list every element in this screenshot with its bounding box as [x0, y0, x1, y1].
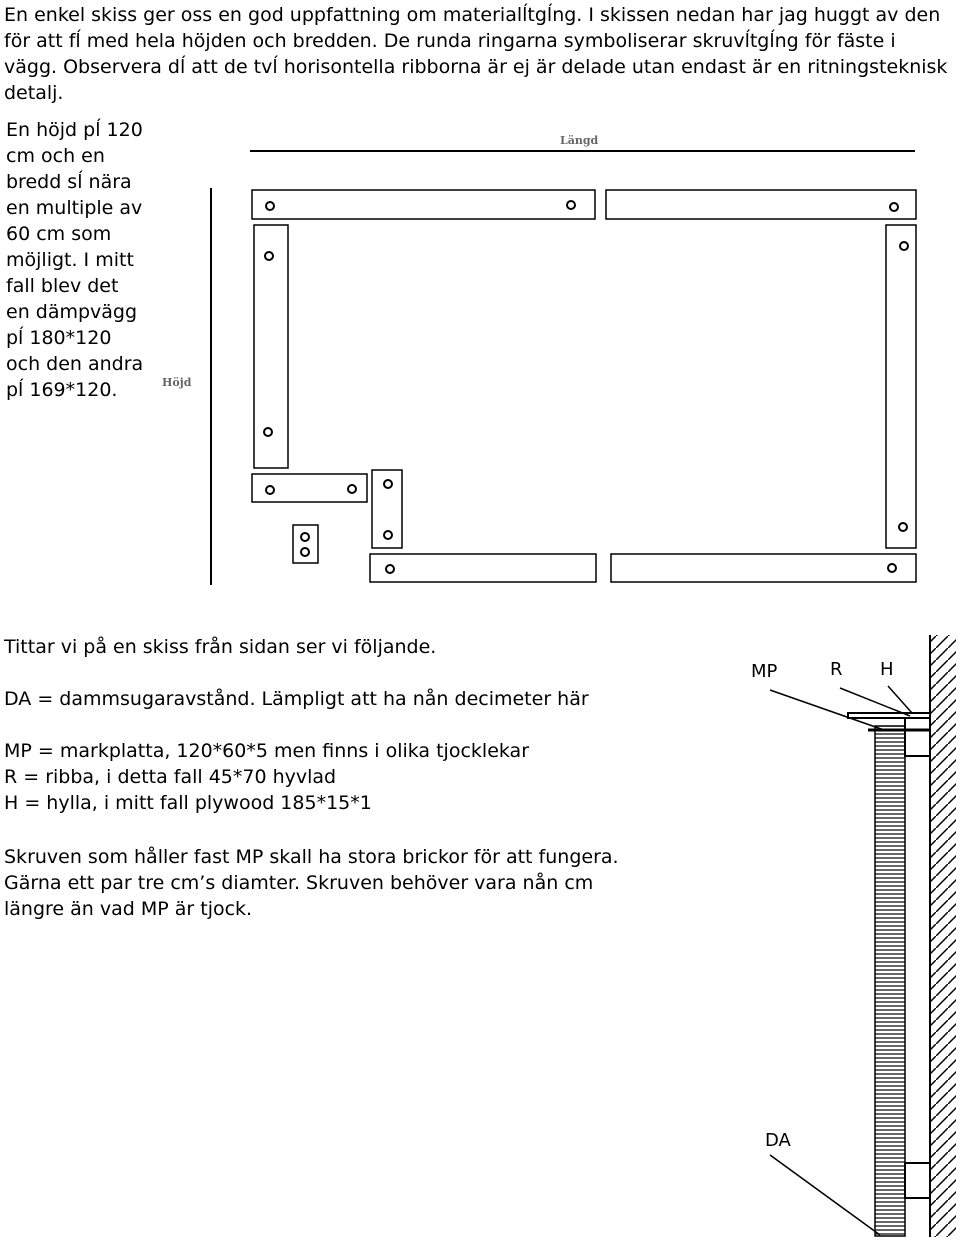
mp-panel: [875, 726, 905, 1236]
height-label: Höjd: [162, 376, 192, 389]
rib-bottom: [905, 1163, 930, 1198]
label-mp: MP: [751, 661, 778, 682]
intro-paragraph: En enkel skiss ger oss en god uppfattning om materialĺtgĺng. I skissen nedan har jag huggt av den för att fĺ med hela höjden och bredden. De runda ringarna symboliserar skruvĺtgĺng för fäste i vägg. Observera dĺ att de tvĺ horisontella ribborna är ej är delade utan endast är en ritningsteknisk detalj.: [4, 4, 948, 104]
length-label: Längd: [560, 134, 599, 147]
definition-da: DA = dammsugaravstånd. Lämpligt att ha nån decimeter här: [4, 688, 589, 710]
definition-r: R = ribba, i detta fall 45*70 hyvlad: [4, 766, 337, 788]
screw-note: Skruven som håller fast MP skall ha stora brickor för att fungera. Gärna ett par tre cm’s diamter. Skruven behöver vara nån cm längre än vad MP är tjock.: [4, 846, 619, 920]
wall-hatch: [930, 635, 956, 1237]
definition-mp: MP = markplatta, 120*60*5 men finns i olika tjocklekar: [4, 740, 530, 762]
label-r: R: [830, 659, 843, 680]
label-da: DA: [765, 1130, 791, 1151]
shelf: [848, 713, 930, 718]
label-h: H: [880, 659, 894, 680]
side-view-intro: Tittar vi på en skiss från sidan ser vi följande.: [4, 636, 437, 658]
dimension-note: En höjd pĺ 120 cm och en bredd sĺ nära en multiple av 60 cm som möjligt. I mitt fall blev det en dämpvägg pĺ 180*120 och den andra pĺ 169*120.: [6, 119, 144, 401]
definition-h: H = hylla, i mitt fall plywood 185*15*1: [4, 792, 372, 814]
rib-top: [905, 716, 930, 756]
